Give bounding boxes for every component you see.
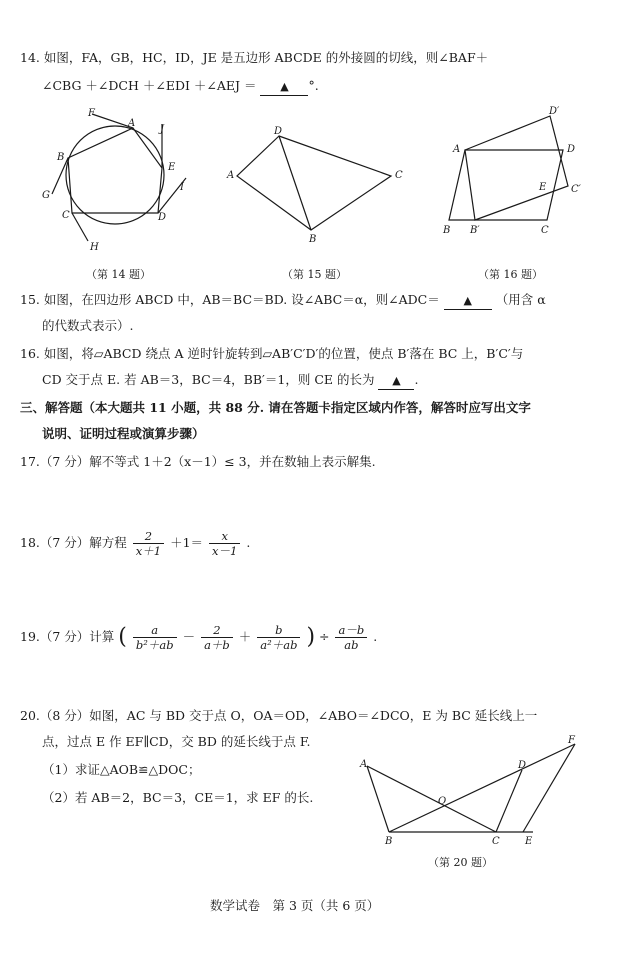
- parallelogram-abpcpdp: [465, 116, 568, 220]
- fig20-label-A: A: [360, 759, 368, 770]
- fig15-label-B: B: [309, 234, 317, 245]
- fig16-label-C: C: [541, 225, 549, 236]
- segment-ef: [523, 744, 575, 832]
- fig16-label-Dp: D′: [549, 106, 560, 117]
- q19-minus: －: [182, 629, 196, 644]
- q19-plus: ＋: [238, 629, 252, 644]
- q19-line: [20, 622, 377, 653]
- fig20-label-E: E: [525, 836, 533, 847]
- segment-ac: [367, 766, 496, 832]
- fig20-label-C: C: [492, 836, 500, 847]
- q18-fraction-2: $\frac{x}{x-1}$: [209, 529, 240, 558]
- q19-pre: 19.（7 分）计算: [20, 629, 115, 644]
- fig16-label-Bp: B′: [470, 225, 480, 236]
- fig15-label-C: C: [395, 170, 403, 181]
- figure-15: [225, 120, 410, 245]
- q16-line1: 16. 如图，将▱ABCD 绕点 A 逆时针旋转到▱AB′C′D′的位置，使点 B′落在 BC 上，B′C′与: [20, 346, 524, 361]
- q14-line2-post: °.: [308, 78, 319, 93]
- figure-16: [435, 100, 610, 240]
- q16-line2-post: .: [414, 372, 419, 387]
- segment-bf: [389, 744, 575, 832]
- q17-text: 17.（7 分）解不等式 1＋2（x－1）≤ 3，并在数轴上表示解集.: [20, 454, 376, 469]
- q16-answer-blank: ▲: [378, 372, 414, 390]
- fig16-label-Cp: C′: [571, 184, 581, 195]
- q20-line1: 20.（8 分）如图，AC 与 BD 交于点 O，OA＝OD，∠ABO＝∠DCO，E 为 BC 延长线上一: [20, 708, 538, 723]
- fig16-label-A: A: [453, 144, 461, 155]
- fig16-label-D: D: [567, 144, 576, 155]
- q18-post: .: [246, 535, 251, 550]
- fig20-label-D: D: [518, 760, 527, 771]
- fig14-label-B: B: [57, 152, 65, 163]
- q18-pre: 18.（7 分）解方程: [20, 535, 127, 550]
- quadrilateral-abcd: [237, 136, 391, 230]
- fig14-label-A: A: [128, 118, 136, 129]
- caption-20: （第 20 题）: [428, 856, 493, 869]
- q19-fraction-3: $\frac{b}{\text{a²＋ab}}$: [257, 623, 300, 652]
- fig14-label-G: G: [42, 190, 50, 201]
- figure-14: [30, 100, 200, 260]
- q15-answer-blank: ▲: [444, 292, 492, 310]
- q15-line1-pre: 15. 如图，在四边形 ABCD 中，AB＝BC＝BD. 设∠ABC＝α，则∠ADC＝: [20, 292, 440, 307]
- q19-right-paren: ): [306, 624, 316, 650]
- fig20-label-F: F: [568, 735, 575, 746]
- figure-20: [355, 732, 590, 850]
- q18-line: [20, 528, 250, 558]
- q20-part2: （2）若 AB＝2，BC＝3，CE＝1，求 EF 的长.: [42, 790, 314, 805]
- q19-post: .: [373, 629, 378, 644]
- q20-line2: 点，过点 E 作 EF∥CD，交 BD 的延长线于点 F.: [42, 734, 311, 749]
- fig14-label-D: D: [158, 212, 167, 223]
- q14-line2-pre: ∠CBG ＋∠DCH ＋∠EDI ＋∠AEJ ＝: [42, 78, 257, 93]
- fig14-label-H: H: [90, 242, 99, 253]
- page-footer: 数学试卷 第 3 页（共 6 页）: [210, 898, 380, 913]
- q15-line1: [20, 292, 546, 310]
- fig14-label-C: C: [62, 210, 70, 221]
- pentagon-abcde: [68, 128, 162, 213]
- q14-line1: 14. 如图，FA，GB，HC，ID，JE 是五边形 ABCDE 的外接圆的切线，则∠BAF＋: [20, 50, 489, 65]
- q16-line2-pre: CD 交于点 E. 若 AB＝3，BC＝4，BB′＝1，则 CE 的长为: [42, 372, 375, 387]
- caption-16: （第 16 题）: [478, 268, 543, 281]
- q14-answer-blank: ▲: [260, 78, 308, 96]
- caption-14: （第 14 题）: [86, 268, 151, 281]
- fig15-label-D: D: [274, 126, 283, 137]
- fig16-label-B: B: [443, 225, 451, 236]
- fig14-label-E: E: [168, 162, 176, 173]
- q19-fraction-4: $\frac{a-b}{ab}$: [335, 623, 367, 652]
- fig15-label-A: A: [227, 170, 235, 181]
- segment-bd: [279, 136, 311, 230]
- q18-mid: ＋1＝: [170, 535, 204, 550]
- fig20-label-O: O: [438, 796, 447, 807]
- section3-heading-cont: 说明、证明过程或演算步骤）: [42, 426, 205, 441]
- q19-divide: ÷: [319, 629, 330, 644]
- q19-fraction-1: $\frac{a}{\text{b²＋ab}}$: [133, 623, 177, 652]
- q14-line2: [42, 78, 319, 96]
- q18-fraction-1: $\frac{2}{x+1}$: [133, 529, 164, 558]
- section3-heading: 三、解答题（本大题共 11 小题，共 88 分. 请在答题卡指定区域内作答，解答时应写出文字: [20, 400, 531, 415]
- q15-line2: 的代数式表示）.: [42, 318, 134, 333]
- q15-line1-post: （用含 α: [495, 292, 546, 307]
- q19-fraction-2: $\frac{2}{a+b}$: [201, 623, 233, 652]
- q16-line2: [42, 372, 418, 390]
- fig14-label-J: J: [160, 124, 165, 135]
- q20-part1: （1）求证△AOB≌△DOC；: [42, 762, 201, 777]
- fig16-label-E: E: [539, 182, 547, 193]
- q19-left-paren: (: [118, 624, 127, 650]
- caption-15: （第 15 题）: [282, 268, 347, 281]
- fig14-label-I: I: [180, 182, 184, 193]
- fig14-label-F: F: [88, 108, 95, 119]
- tangent-hc: [72, 213, 88, 241]
- fig20-label-B: B: [385, 836, 393, 847]
